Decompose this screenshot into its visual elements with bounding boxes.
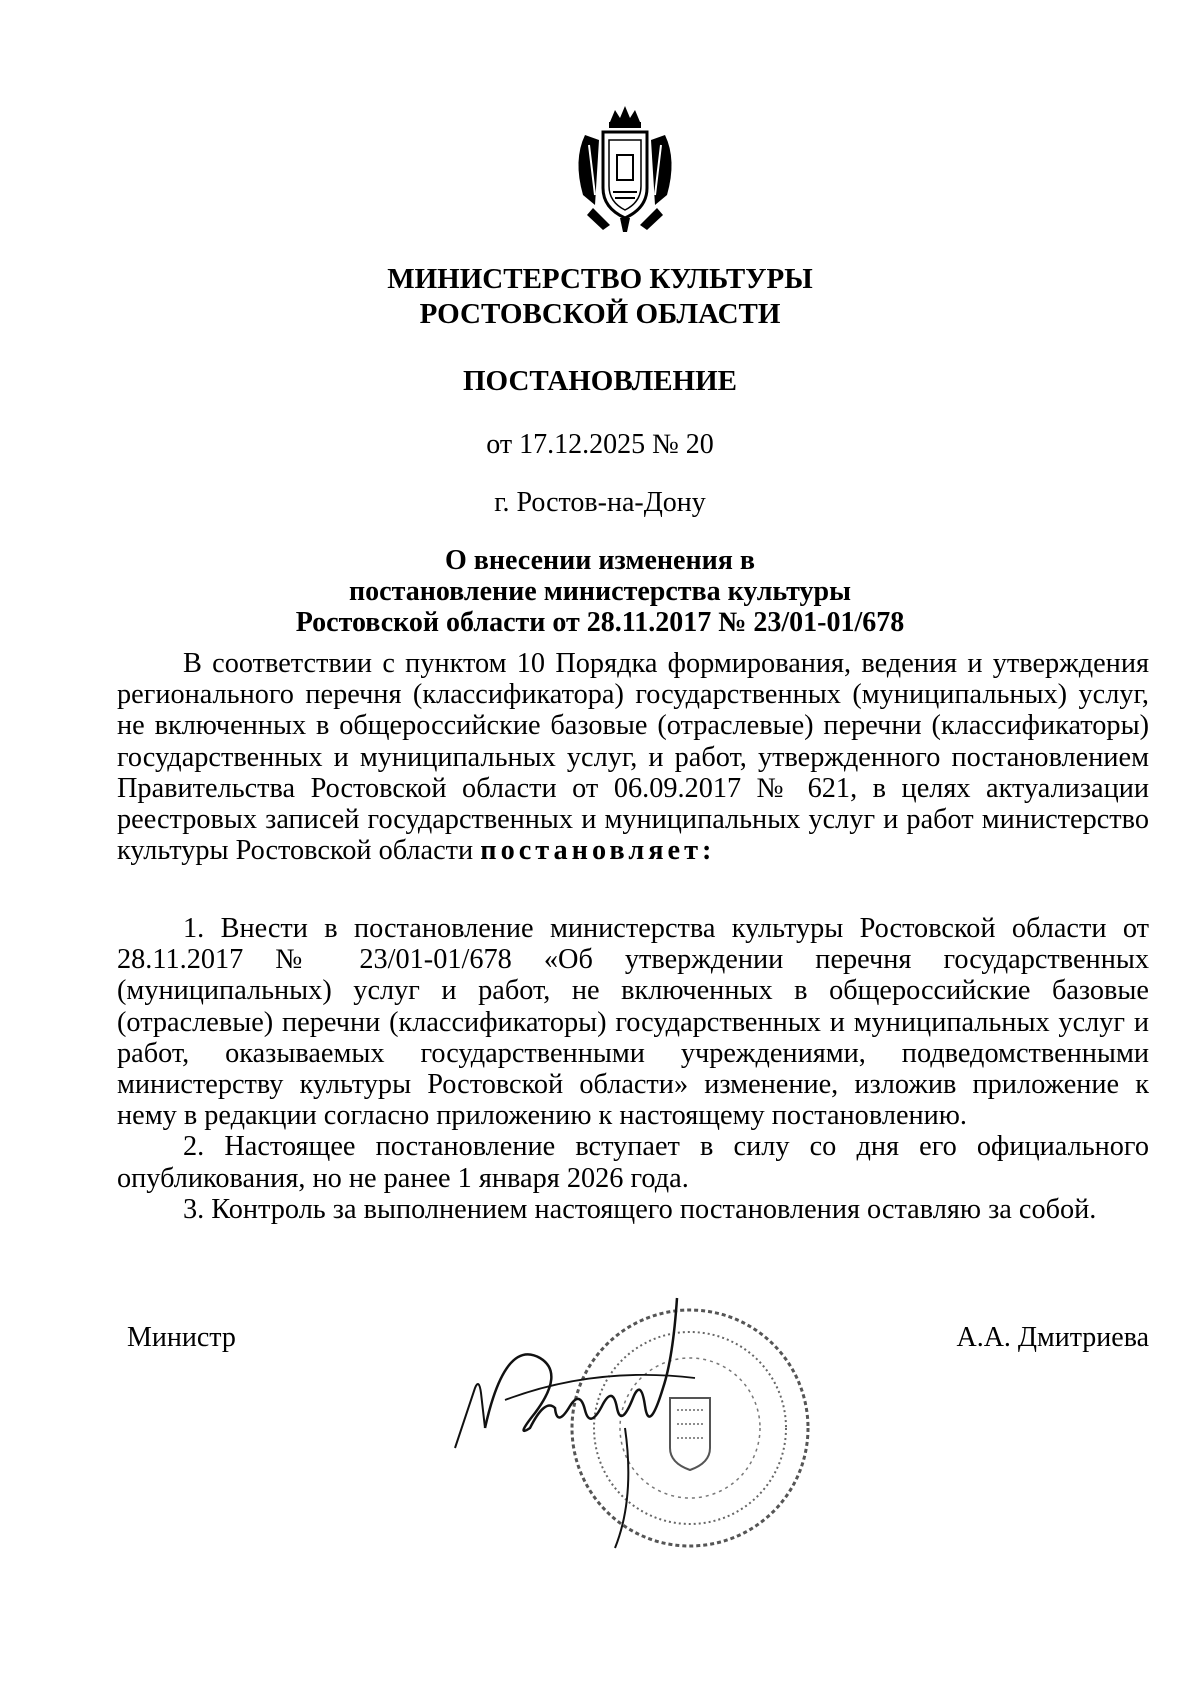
official-seal-icon [445, 1278, 815, 1583]
document-type: ПОСТАНОВЛЕНИЕ [462, 365, 737, 397]
preamble-text: В соответствии с пунктом 10 Порядка формирования, ведения и утверждения регионального перечня (классификатора) государственных (муниципальных) услуг, не включенных в общероссийские базовые (отраслевые) перечни (классификаторы) государственных и муниципальных услуг, и работ, утвержденного постановлением Правительства Ростовской области от 06.09.2017 № 621, в целях актуализации реестровых записей государственных и муниципальных услуг и работ министерство культуры Ростовской области [117, 648, 1149, 867]
resolution-items [117, 913, 1149, 1225]
ministry-name [0, 262, 1200, 332]
subject-line2: постановление министерства культуры [349, 576, 851, 607]
ministry-name-line1: МИНИСТЕРСТВО КУЛЬТУРЫ [387, 263, 813, 295]
preamble [117, 648, 1149, 866]
item-2: 2. Настоящее постановление вступает в силу со дня его официального опубликования, но не ранее 1 января 2026 года. [117, 1131, 1149, 1194]
document-city: г. Ростов-на-Дону [494, 487, 706, 518]
preamble-verb: постановляет: [480, 835, 716, 867]
document-date-number: от 17.12.2025 № 20 [486, 429, 714, 460]
item-3: 3. Контроль за выполнением настоящего постановления оставляю за собой. [183, 1193, 1097, 1225]
coat-of-arms-icon [565, 100, 685, 235]
handwritten-signature-icon [455, 1298, 695, 1548]
subject-line3: Ростовской области от 28.11.2017 № 23/01-01/678 [295, 607, 905, 638]
preamble-paragraph [117, 648, 1149, 866]
item-1: 1. Внести в постановление министерства культуры Ростовской области от 28.11.2017 № 23/01-01/678 «Об утверждении перечня государственных (муниципальных) услуг и работ, не включенных в общероссийские базовые (отраслевые) перечни (классификаторы) государственных и муниципальных услуг и работ, оказываемых государственными учреждениями, подведомственными министерству культуры Ростовской области» изменение, изложив приложение к нему в редакции согласно приложению к настоящему постановлению. [117, 913, 1149, 1132]
signer-name: А.А. Дмитриева [956, 1322, 1149, 1353]
subject-line1: О внесении изменения в [445, 545, 755, 576]
document-subject [0, 545, 1200, 638]
ministry-name-line2: РОСТОВСКОЙ ОБЛАСТИ [419, 298, 781, 330]
signer-position: Министр [127, 1322, 236, 1353]
